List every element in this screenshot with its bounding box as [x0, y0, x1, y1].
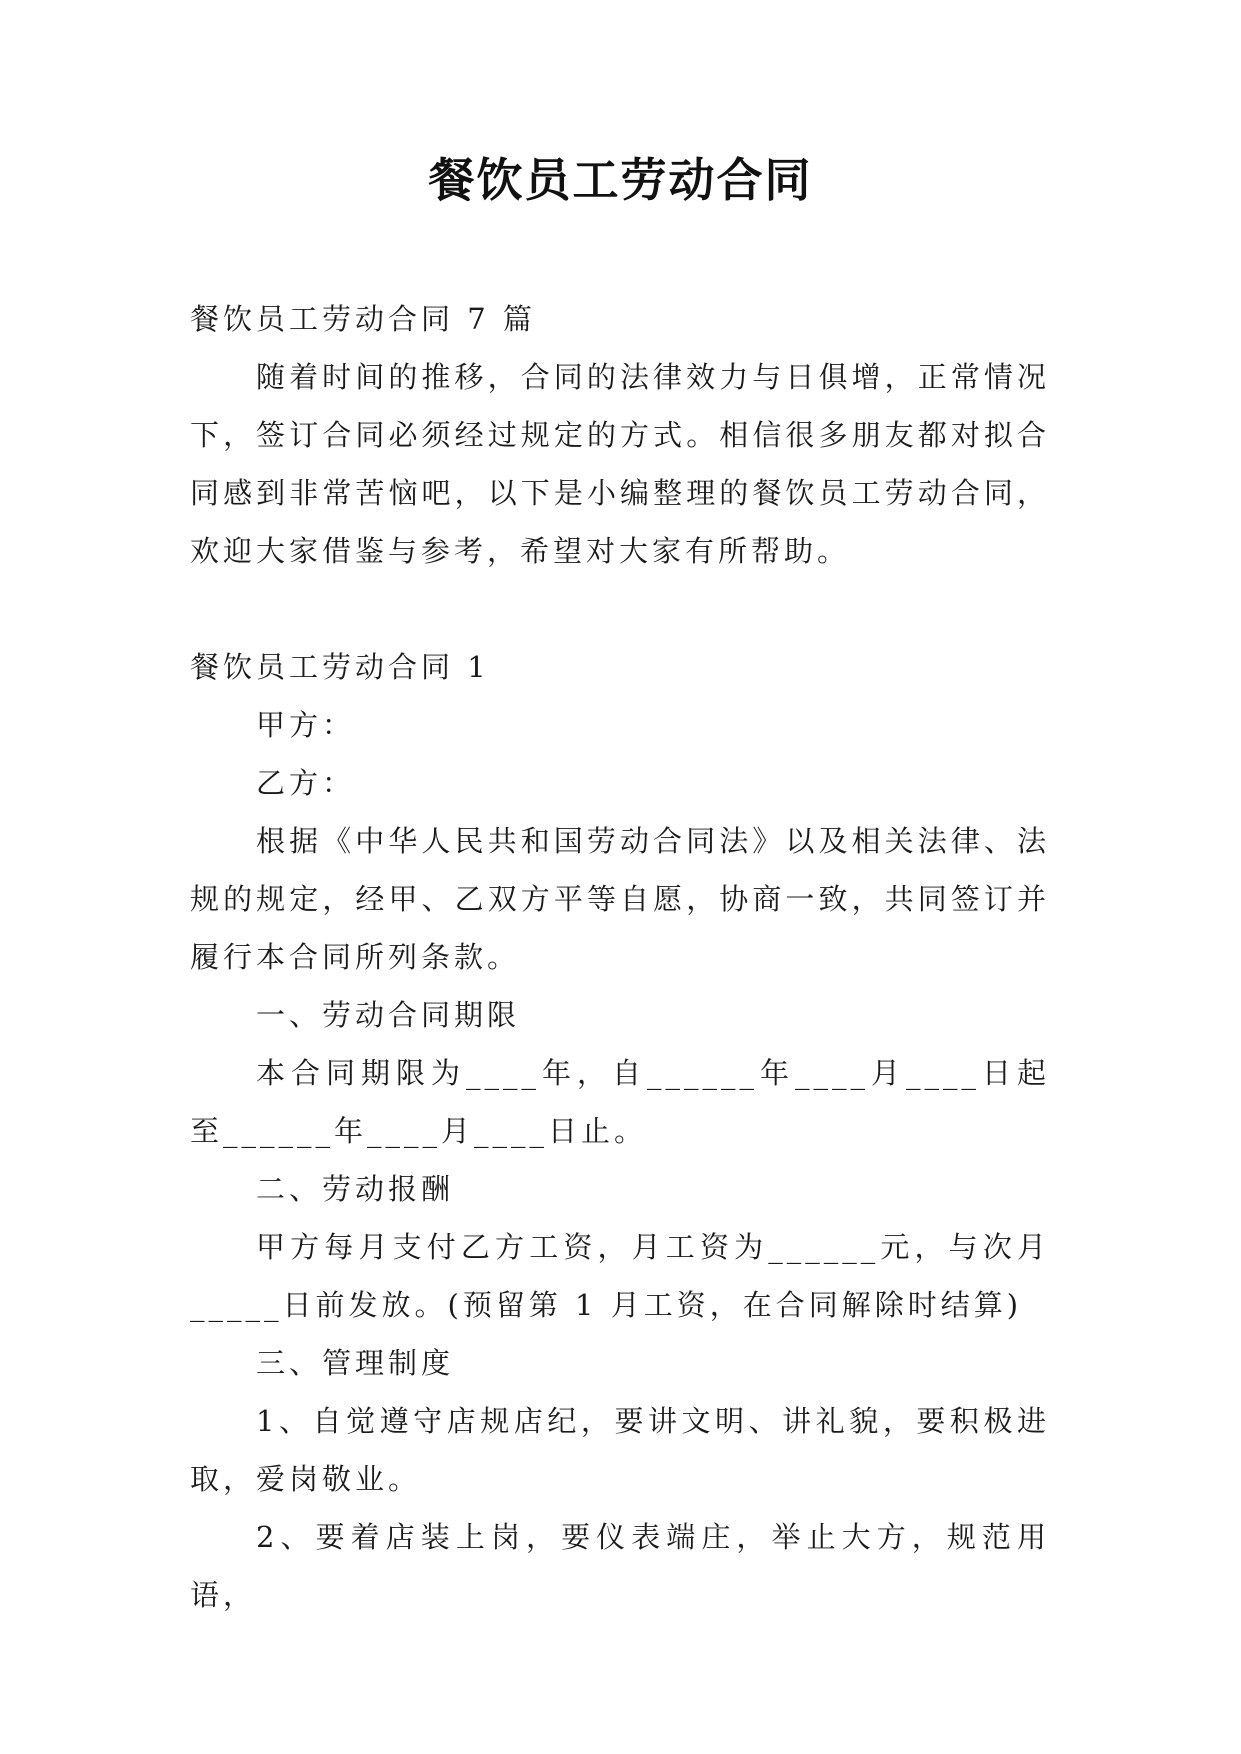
paragraph-3: 餐饮员工劳动合同 1	[190, 650, 490, 684]
paragraph-5: 乙方：	[256, 766, 356, 800]
paragraph-12: 1、自觉遵守店规店纪，要讲文明、讲礼貌，要积极进取，爱岗敬业。	[190, 1404, 1050, 1496]
document-title: 餐饮员工劳动合同	[428, 153, 813, 207]
paragraph-7: 一、劳动合同期限	[256, 998, 521, 1032]
paragraph-6: 根据《中华人民共和国劳动合同法》以及相关法律、法规的规定，经甲、乙双方平等自愿，协商一致，共同签订并履行本合同所列条款。	[190, 824, 1050, 974]
document-body	[190, 290, 1050, 1624]
paragraph-1: 随着时间的推移，合同的法律效力与日俱增，正常情况下，签订合同必须经过规定的方式。相信很多朋友都对拟合同感到非常苦恼吧，以下是小编整理的餐饮员工劳动合同，欢迎大家借鉴与参考，希望对大家有所帮助。	[190, 360, 1050, 568]
paragraph-8: 本合同期限为____年，自______年____月____日起至______年____月____日止。	[190, 1056, 1050, 1148]
paragraph-11: 三、管理制度	[256, 1346, 455, 1380]
paragraph-4: 甲方：	[256, 708, 356, 742]
paragraph-13: 2、要着店装上岗，要仪表端庄，举止大方，规范用语，	[190, 1520, 1050, 1612]
paragraph-0: 餐饮员工劳动合同 7 篇	[190, 302, 536, 336]
paragraph-spacer	[190, 580, 1050, 638]
paragraph-10: 甲方每月支付乙方工资，月工资为______元，与次月_____日前发放。(预留第 1 月工资，在合同解除时结算)	[190, 1230, 1050, 1322]
paragraph-9: 二、劳动报酬	[256, 1172, 455, 1206]
